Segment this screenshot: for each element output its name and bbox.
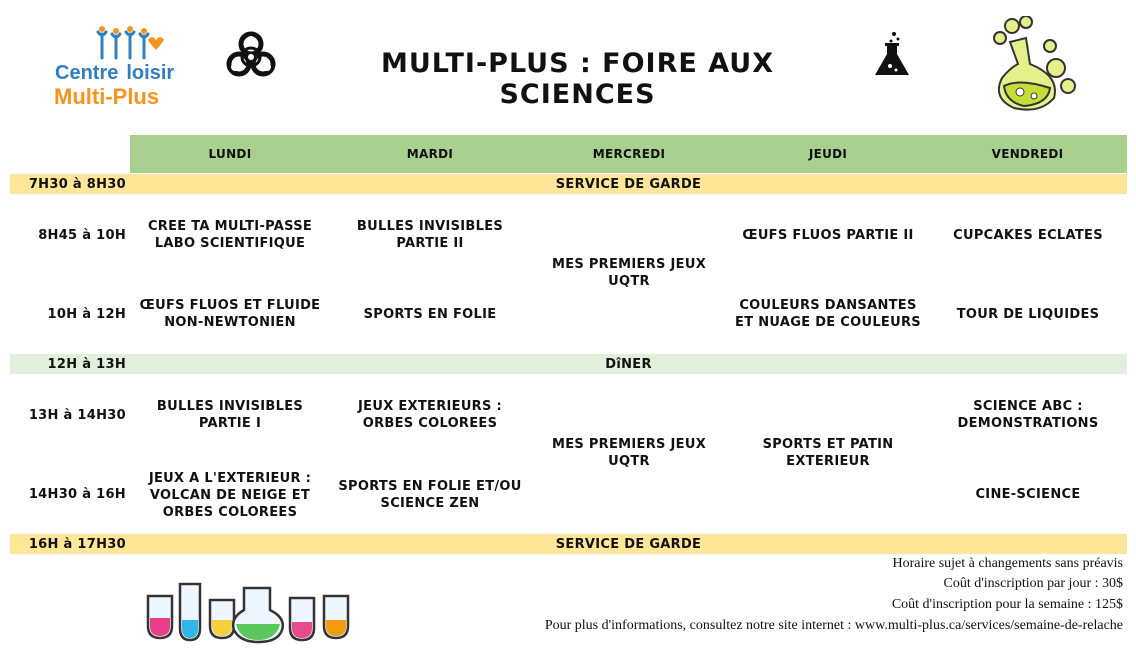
time-slot-4: 12H à 13H	[47, 356, 126, 372]
activity-mardi-pm1: JEUX EXTERIEURS : ORBES COLOREES	[358, 399, 502, 431]
day-header-mercredi: MERCREDI	[592, 146, 666, 161]
time-slot-1: 7H30 à 8H30	[28, 176, 126, 192]
time-slot-3: 10H à 12H	[47, 306, 126, 322]
activity-mercredi-pm: MES PREMIERS JEUX UQTR	[551, 437, 707, 469]
footer-cost-week: Coût d'inscription pour la semaine : 125$	[891, 597, 1123, 612]
activity-vendredi-am2: TOUR DE LIQUIDES	[956, 306, 1100, 322]
footer-cost-day: Coût d'inscription par jour : 30$	[943, 576, 1123, 591]
test-tubes-icon	[140, 566, 366, 644]
day-header-lundi: LUNDI	[208, 146, 252, 161]
footer-website: Pour plus d'informations, consultez notre site internet : www.multi-plus.ca/services/semaine-de-relache	[544, 618, 1123, 633]
activity-vendredi-am1: CUPCAKES ECLATES	[953, 227, 1103, 243]
time-slot-2: 8H45 à 10H	[38, 227, 126, 243]
activity-mardi-pm2: SPORTS EN FOLIE ET/OU SCIENCE ZEN	[338, 479, 522, 511]
activity-mardi-am1: BULLES INVISIBLES PARTIE II	[356, 219, 504, 251]
activity-lundi-pm1: BULLES INVISIBLES PARTIE I	[156, 399, 304, 431]
activity-lundi-am2: ŒUFS FLUOS ET FLUIDE NON-NEWTONIEN	[139, 298, 321, 330]
logo-text-loisir: loisir	[126, 62, 175, 84]
potion-flask-icon	[990, 16, 1080, 114]
day-header-vendredi: VENDREDI	[991, 146, 1064, 161]
garde-label-morning: SERVICE DE GARDE	[555, 176, 702, 192]
footer-notice: Horaire sujet à changements sans préavis	[892, 556, 1123, 571]
logo-figures-icon	[96, 26, 168, 62]
flask-icon	[872, 30, 912, 80]
page-title: MULTI-PLUS : FOIRE AUX SCIENCES	[380, 48, 775, 110]
activity-lundi-pm2: JEUX A L'EXTERIEUR : VOLCAN DE NEIGE ET ORBES COLOREES	[148, 470, 312, 520]
logo-text-multiplus: Multi-Plus	[54, 84, 160, 109]
day-header-jeudi: JEUDI	[808, 146, 848, 161]
biohazard-icon	[224, 30, 278, 80]
activity-jeudi-am1: ŒUFS FLUOS PARTIE II	[742, 227, 914, 243]
activity-lundi-am1: CREE TA MULTI-PASSE LABO SCIENTIFIQUE	[147, 219, 313, 251]
activity-jeudi-am2: COULEURS DANSANTES ET NUAGE DE COULEURS	[735, 298, 921, 330]
activity-mercredi-am: MES PREMIERS JEUX UQTR	[551, 257, 707, 289]
activity-mardi-am2: SPORTS EN FOLIE	[363, 306, 497, 322]
day-header-mardi: MARDI	[406, 146, 454, 161]
time-slot-6: 14H30 à 16H	[28, 486, 126, 502]
garde-label-evening: SERVICE DE GARDE	[555, 536, 702, 552]
organization-logo	[52, 26, 192, 110]
diner-label: DîNER	[605, 356, 652, 372]
activity-vendredi-pm2: CINE-SCIENCE	[975, 486, 1081, 502]
time-slot-7: 16H à 17H30	[28, 536, 126, 552]
logo-text-centre: Centre	[55, 62, 119, 84]
activity-jeudi-pm: SPORTS ET PATIN EXTERIEUR	[762, 437, 894, 469]
activity-vendredi-pm1: SCIENCE ABC : DEMONSTRATIONS	[957, 399, 1099, 431]
time-slot-5: 13H à 14H30	[28, 407, 126, 423]
